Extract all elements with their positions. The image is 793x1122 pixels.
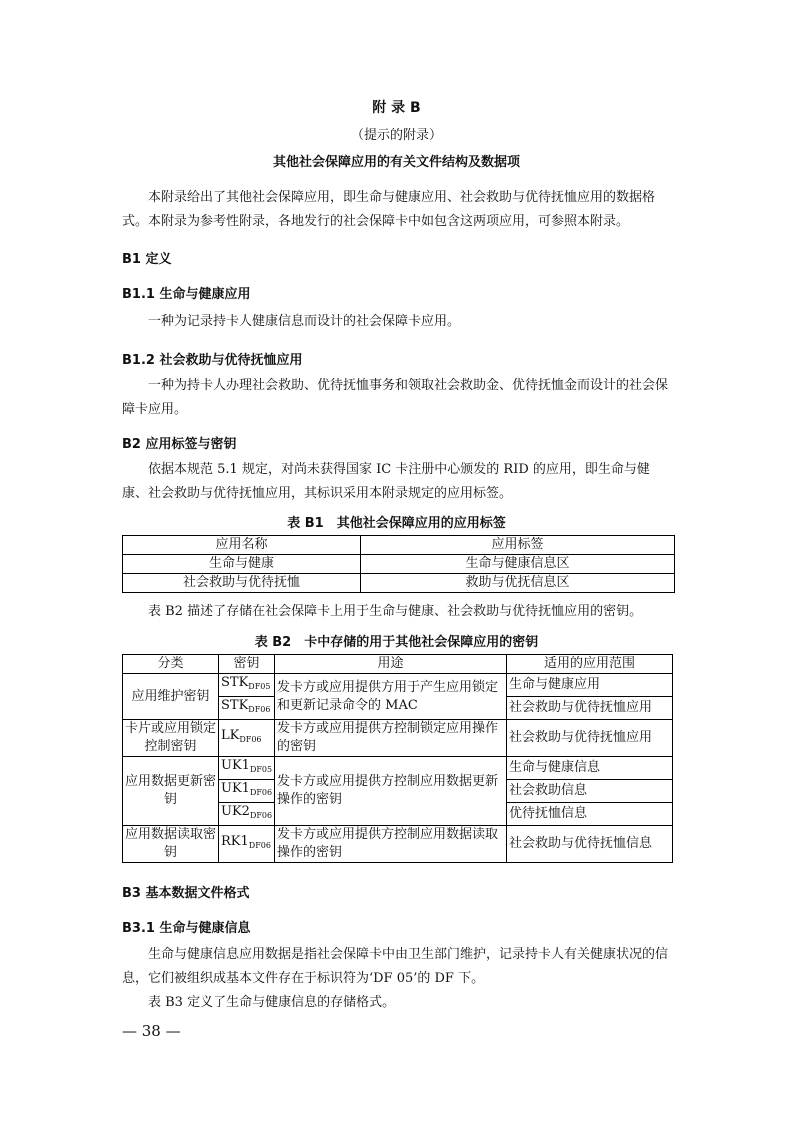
table-header-cell: 分类 <box>123 655 219 674</box>
table-cell <box>219 826 275 863</box>
table-header-row <box>123 536 675 555</box>
table-row <box>123 574 675 593</box>
table-cell <box>219 757 275 780</box>
section-b1-1-title: B1.1 生命与健康应用 <box>122 287 251 302</box>
table-cell: 应用数据更新密钥 <box>123 757 219 826</box>
key-name: STK <box>221 675 249 690</box>
table-row <box>123 555 675 574</box>
table-cell: 社会救助与优待抚恤信息 <box>507 826 673 863</box>
page-number: — 38 — <box>122 1022 181 1040</box>
key-subscript: DF06 <box>239 735 262 744</box>
table-header-cell: 应用名称 <box>123 536 361 555</box>
table-cell: 应用数据读取密钥 <box>123 826 219 863</box>
appendix-title: 附 录 B <box>372 100 421 116</box>
table-row <box>123 720 673 757</box>
table-cell <box>219 697 275 720</box>
table-cell: 应用维护密钥 <box>123 674 219 720</box>
key-name: STK <box>221 698 249 713</box>
table-cell: 生命与健康信息区 <box>361 555 675 574</box>
section-b2-title: B2 应用标签与密钥 <box>122 437 237 452</box>
section-b3-1-text: 生命与健康信息应用数据是指社会保障卡中由卫生部门维护，记录持卡人有关健康状况的信息，它们被组织成基本文件存在于标识符为‘DF 05’的 DF 下。 <box>122 947 669 986</box>
table-cell <box>219 720 275 757</box>
section-b1-1-text: 一种为记录持卡人健康信息而设计的社会保障卡应用。 <box>148 314 461 329</box>
section-b1-2-title: B1.2 社会救助与优待抚恤应用 <box>122 353 303 368</box>
table-header-row <box>123 655 673 674</box>
table-cell: 生命与健康信息 <box>507 757 673 780</box>
intro-paragraph: 本附录给出了其他社会保障应用，即生命与健康应用、社会救助与优待抚恤应用的数据格式。本附录为参考性附录，各地发行的社会保障卡中如包含这两项应用，可参照本附录。 <box>122 190 656 229</box>
table-cell: 社会救助与优待抚恤应用 <box>507 720 673 757</box>
table-cell: 发卡方或应用提供方控制应用数据更新操作的密钥 <box>275 757 507 826</box>
section-b3-1-title: B3.1 生命与健康信息 <box>122 921 251 936</box>
table-cell: 发卡方或应用提供方控制应用数据读取操作的密钥 <box>275 826 507 863</box>
table-cell: 优待抚恤信息 <box>507 803 673 826</box>
table-cell <box>219 780 275 803</box>
key-subscript: DF05 <box>248 682 271 691</box>
table-header-cell: 适用的应用范围 <box>507 655 673 674</box>
key-subscript: DF06 <box>248 705 271 714</box>
section-b3-title: B3 基本数据文件格式 <box>122 886 250 901</box>
table-row <box>123 757 673 780</box>
table-cell <box>219 803 275 826</box>
key-subscript: DF06 <box>248 841 271 850</box>
key-subscript: DF06 <box>249 811 273 820</box>
table-cell <box>219 674 275 697</box>
table-header-cell: 应用标签 <box>361 536 675 555</box>
key-name: UK2 <box>221 804 250 819</box>
appendix-heading: 其他社会保障应用的有关文件结构及数据项 <box>272 155 520 170</box>
section-b3-1-text2: 表 B3 定义了生命与健康信息的存储格式。 <box>148 995 396 1010</box>
appendix-subtitle: （提示的附录） <box>350 128 442 143</box>
table-cell: 社会救助信息 <box>507 780 673 803</box>
table-cell: 社会救助与优待抚恤应用 <box>507 697 673 720</box>
table-cell: 卡片或应用锁定控制密钥 <box>123 720 219 757</box>
table-b2-intro: 表 B2 描述了存储在社会保障卡上用于生命与健康、社会救助与优待抚恤应用的密钥。 <box>148 604 643 619</box>
table-row <box>123 826 673 863</box>
table-cell: 生命与健康 <box>123 555 361 574</box>
key-subscript: DF05 <box>249 765 273 774</box>
table-b1 <box>122 535 675 593</box>
table-cell: 发卡方或应用提供方控制锁定应用操作的密钥 <box>275 720 507 757</box>
table-b2 <box>122 654 673 863</box>
section-b2-text: 依据本规范 5.1 规定，对尚未获得国家 IC 卡注册中心颁发的 RID 的应用，即生命与健康、社会救助与优待抚恤应用，其标识采用本附录规定的应用标签。 <box>122 462 650 501</box>
key-name: UK1 <box>221 781 250 796</box>
table-cell: 救助与优抚信息区 <box>361 574 675 593</box>
key-name: UK1 <box>221 758 250 773</box>
section-b1-title: B1 定义 <box>122 252 172 267</box>
table-cell: 发卡方或应用提供方用于产生应用锁定和更新记录命令的 MAC <box>275 674 507 720</box>
table-b2-title: 表 B2 卡中存储的用于其他社会保障应用的密钥 <box>254 635 539 650</box>
table-row <box>123 674 673 697</box>
table-header-cell: 用途 <box>275 655 507 674</box>
key-subscript: DF06 <box>249 788 273 797</box>
table-b1-title: 表 B1 其他社会保障应用的应用标签 <box>287 516 506 531</box>
table-header-cell: 密钥 <box>219 655 275 674</box>
table-cell: 社会救助与优待抚恤 <box>123 574 361 593</box>
section-b1-2-text: 一种为持卡人办理社会救助、优待抚恤事务和领取社会救助金、优待抚恤金而设计的社会保障卡应用。 <box>122 378 669 417</box>
table-cell: 生命与健康应用 <box>507 674 673 697</box>
key-name: LK <box>221 728 240 743</box>
key-name: RK1 <box>221 834 249 849</box>
